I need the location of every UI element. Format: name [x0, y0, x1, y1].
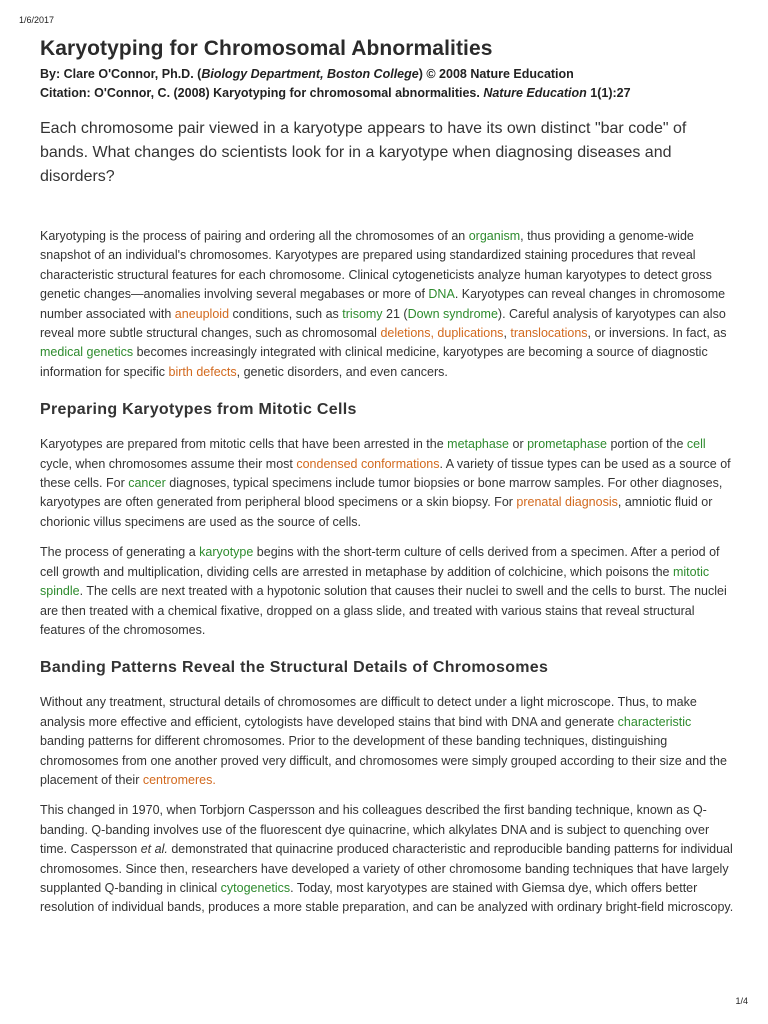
page-number: 1/4 [735, 996, 748, 1006]
text: 21 ( [382, 306, 408, 321]
byline-affiliation: Biology Department, Boston College [201, 67, 419, 81]
text: begins with the short-term culture of cells derived from a specimen. After a period of cell growth and multiplication, dividing cells are arrested in metaphase by addition of colchicine, which poisons the [40, 545, 720, 579]
text: Karyotyping is the process of pairing and ordering all the chromosomes of an [40, 229, 469, 243]
link-deletions-duplications[interactable]: deletions, duplications [380, 326, 504, 341]
citation-journal: Nature Education [483, 86, 587, 100]
text: banding patterns for different chromosomes. Prior to the development of these banding techniques, distinguishing chromosomes from one another proved very difficult, and chromosomes were simply grouped according to their size and the placement of their [40, 734, 727, 787]
text: cycle, when chromosomes assume their most [40, 456, 297, 471]
text: diagnoses, typical specimens include tumor biopsies or bone marrow samples. For other diagnoses, karyotypes are often generated from peripheral blood specimens or a skin biopsy. For [40, 476, 723, 510]
text: Without any treatment, structural details of chromosomes are difficult to detect under a light microscope. Thus, to make analysis more effective and efficient, cytologists have developed stains that bind with DNA and generate [40, 695, 697, 729]
link-cytogenetics[interactable]: cytogenetics [220, 880, 291, 895]
link-dna[interactable]: DNA [428, 287, 455, 302]
link-centromeres[interactable]: centromeres. [142, 772, 216, 787]
link-characteristic[interactable]: characteristic [617, 714, 692, 729]
link-prometaphase[interactable]: prometaphase [527, 437, 607, 452]
link-translocations[interactable]: translocations [510, 326, 588, 341]
text: , [503, 326, 511, 341]
text: , genetic disorders, and even cancers. [236, 364, 448, 379]
text: conditions, such as [229, 306, 343, 321]
link-organism[interactable]: organism [468, 229, 521, 243]
citation-issue: 1(1):27 [586, 86, 631, 100]
text: or [509, 437, 528, 452]
text: . The cells are next treated with a hypotonic solution that causes their nuclei to swell and the cells to burst. The nuclei are then treated with a chemical fixative, dropped on a glass slide, and treated with various stains that reveal structural features of the chromosomes. [40, 584, 727, 637]
byline-prefix: By: Clare O'Connor, Ph.D. ( [40, 67, 202, 81]
link-trisomy[interactable]: trisomy [342, 306, 383, 321]
text: ). Careful analysis of karyotypes can also reveal more subtle structural changes, such as chromosomal [40, 306, 726, 341]
section2-paragraph-1 [40, 693, 735, 790]
text: . Karyotypes can reveal changes in chromosome number associated with [40, 287, 726, 321]
section2-paragraph-2 [40, 801, 735, 917]
article [40, 34, 740, 918]
link-down-syndrome[interactable]: Down syndrome [407, 306, 498, 321]
et-al: et al. [140, 842, 168, 857]
link-aneuploid[interactable]: aneuploid [174, 306, 230, 321]
text: The process of generating a [40, 545, 200, 560]
link-condensed-conformations[interactable]: condensed conformations [296, 456, 440, 471]
link-prenatal-diagnosis[interactable]: prenatal diagnosis [516, 495, 618, 510]
text: , or inversions. In fact, as [587, 326, 727, 341]
citation-text: Citation: O'Connor, C. (2008) Karyotyping for chromosomal abnormalities. [40, 86, 484, 100]
text: This changed in 1970, when Torbjorn Caspersson and his colleagues described the first banding technique, known as Q-banding. Q-banding involves use of the fluorescent dye quinacrine, which alkylates DNA and is subject to quenching over time. Caspersson [40, 803, 710, 857]
section1-paragraph-2 [40, 543, 735, 640]
text: . Today, most karyotypes are stained with Giemsa dye, which offers better resolution of individual bands, produces a more stable preparation, and can be analyzed with ordinary bright-field microscopy. [40, 880, 734, 915]
citation [40, 84, 740, 103]
link-karyotype[interactable]: karyotype [199, 545, 254, 560]
intro-paragraph [40, 227, 735, 382]
text: . A variety of tissue types can be used as a source of these cells. For [40, 456, 731, 491]
article-title: Karyotyping for Chromosomal Abnormalities [40, 37, 493, 60]
lead-paragraph: Each chromosome pair viewed in a karyotype appears to have its own distinct "bar code" of bands. What changes do scientists look for in a karyotype when diagnosing diseases and disorders? [40, 120, 687, 185]
text: , amniotic fluid or chorionic villus specimens are used as the source of cells. [40, 495, 713, 529]
text: , thus providing a genome-wide snapshot of an individual's chromosomes. Karyotypes are prepared using standardized staining procedures that reveal characteristic structural features for each chromosome. Clinical cytogeneticists analyze human karyotypes to detect gross genetic changes—anomalies involving several megabases or more of [40, 229, 712, 302]
link-birth-defects[interactable]: birth defects [168, 364, 237, 379]
link-metaphase[interactable]: metaphase [447, 437, 510, 452]
byline [40, 65, 740, 84]
text: portion of the [607, 437, 687, 452]
section-heading-preparing: Preparing Karyotypes from Mitotic Cells [40, 401, 357, 419]
text: becomes increasingly integrated with clinical medicine, karyotypes are becoming a source of diagnostic information for specific [40, 345, 708, 379]
text: demonstrated that quinacrine produced characteristic and reproducible banding patterns for individual chromosomes. Since then, researchers have developed a variety of other chromosome banding techniques that have largely supplanted Q-banding in clinical [40, 842, 733, 895]
section-heading-banding: Banding Patterns Reveal the Structural Details of Chromosomes [40, 659, 549, 677]
text: Karyotypes are prepared from mitotic cells that have been arrested in the [40, 437, 448, 452]
section1-paragraph-1 [40, 435, 735, 532]
link-cancer[interactable]: cancer [128, 476, 166, 491]
article-meta [40, 65, 740, 103]
link-mitotic-spindle[interactable]: mitotic spindle [40, 564, 710, 599]
link-medical-genetics[interactable]: medical genetics [40, 345, 134, 360]
byline-suffix: ) © 2008 Nature Education [418, 67, 574, 81]
print-date: 1/6/2017 [19, 15, 55, 25]
link-cell[interactable]: cell [686, 437, 706, 452]
